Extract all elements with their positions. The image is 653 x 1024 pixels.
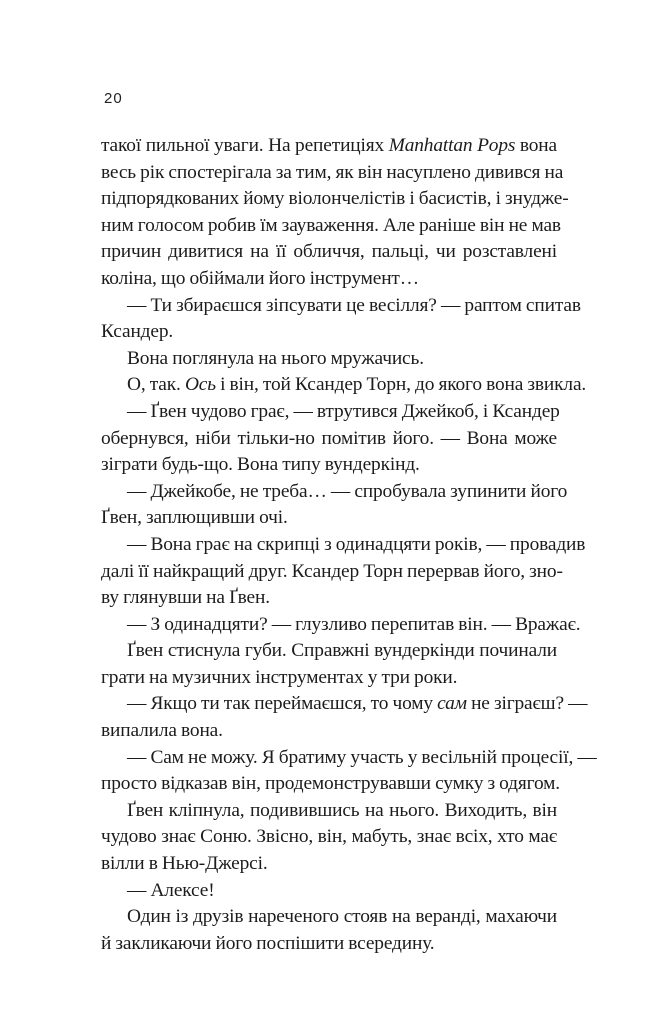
text-line: Ґвен стиснула губи. Справжні вундеркінди починали: [127, 640, 557, 662]
text-line: — Вона грає на скрипці з одинадцяти років, — провадив: [127, 533, 586, 555]
text-line: коліна, що обіймали його інструмент…: [101, 267, 419, 289]
text-line: ним голосом робив їм зауваження. Але раніше він не мав: [101, 214, 561, 236]
text-line: зіграти будь-що. Вона типу вундеркінд.: [101, 454, 420, 476]
italic-word: Ось: [184, 374, 216, 396]
italic-word: сам: [437, 693, 467, 715]
text-line: Ксандер.: [101, 321, 174, 343]
text-line: такої пильної уваги. На репетиціях Manhattan Pops вона: [101, 135, 557, 156]
text-line: О, так. Ось і він, той Ксандер Торн, до якого вона звикла.: [127, 374, 587, 396]
text-line: вілли в Нью-Джерсі.: [101, 853, 268, 875]
text-line: Ґвен кліпнула, подивившись на нього. Виходить, він: [127, 799, 557, 821]
text-line: Ґвен, заплющивши очі.: [101, 507, 288, 529]
text-line: далі її найкращий друг. Ксандер Торн перервав його, зно-: [101, 560, 563, 582]
text-line: — Джейкобе, не треба… — спробувала зупинити його: [127, 480, 568, 502]
text-line: — Сам не можу. Я братиму участь у весільній процесії, —: [127, 746, 597, 768]
text-line: Один із друзів нареченого стояв на веранді, махаючи: [127, 906, 557, 928]
italic-title: Manhattan Pops: [388, 135, 516, 156]
text-line: — З одинадцяти? — глузливо перепитав він. — Вражає.: [127, 613, 581, 635]
text-line: чудово знає Соню. Звісно, він, мабуть, знає всіх, хто має: [101, 826, 557, 848]
text-line: — Алексе!: [127, 879, 215, 901]
text-line: випалила вона.: [101, 720, 223, 742]
text-line: — Якщо ти так переймаєшся, то чому сам не зіграєш? —: [127, 693, 588, 715]
text-line: грати на музичних інструментах у три роки.: [101, 666, 458, 688]
page-number: 20: [104, 90, 123, 107]
text-line: весь рік спостерігала за тим, як він насуплено дивився на: [101, 161, 564, 183]
text-line: ву глянувши на Ґвен.: [101, 587, 270, 609]
text-line: й закликаючи його поспішити всередину.: [101, 932, 435, 954]
text-line: підпорядкованих йому віолончелістів і басистів, і знудже-: [101, 188, 569, 210]
text-line: просто відказав він, продемонструвавши сумку з одягом.: [101, 773, 560, 795]
text-line: — Ґвен чудово грає, — втрутився Джейкоб, і Ксандер: [127, 400, 560, 422]
text-line: Вона поглянула на нього мружачись.: [127, 347, 424, 369]
text-line: — Ти збираєшся зіпсувати це весілля? — раптом спитав: [127, 294, 581, 316]
text-line: обернувся, ніби тільки-но помітив його. — Вона може: [101, 427, 557, 449]
body-text: [101, 133, 597, 957]
text-line: причин дивитися на її обличчя, пальці, чи розставлені: [101, 241, 557, 263]
